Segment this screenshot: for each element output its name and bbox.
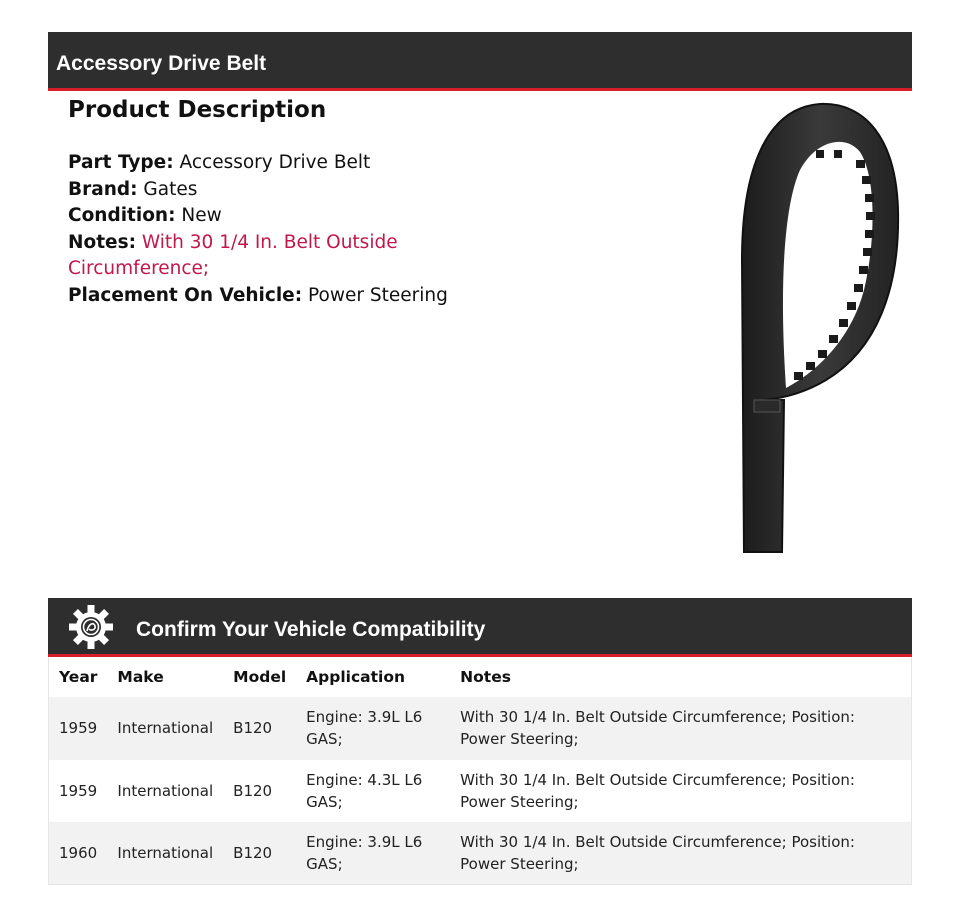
cell-application: Engine: 4.3L L6 GAS;: [296, 760, 450, 823]
product-header-title: Accessory Drive Belt: [56, 52, 267, 75]
table-row: [49, 822, 912, 885]
condition-label: Condition:: [68, 205, 176, 226]
condition-row: [68, 203, 448, 230]
product-header-banner: [48, 32, 912, 91]
brand-row: [68, 177, 448, 204]
notes-row: [68, 230, 448, 283]
cell-notes: With 30 1/4 In. Belt Outside Circumference; Position: Power Steering;: [450, 760, 911, 823]
column-header-notes: Notes: [450, 657, 911, 697]
cell-make: International: [107, 822, 223, 885]
column-header-model: Model: [223, 657, 296, 697]
cell-make: International: [107, 760, 223, 823]
notes-value: With 30 1/4 In. Belt Outside Circumference;: [68, 231, 398, 279]
part-type-row: [68, 150, 448, 177]
gear-logo-icon: [68, 604, 114, 650]
cell-year: 1959: [49, 697, 108, 760]
cell-notes: With 30 1/4 In. Belt Outside Circumference; Position: Power Steering;: [450, 822, 911, 885]
column-header-application: Application: [296, 657, 450, 697]
cell-model: B120: [223, 697, 296, 760]
product-details: [68, 150, 448, 309]
compatibility-header-title: Confirm Your Vehicle Compatibility: [136, 618, 486, 641]
notes-label: Notes:: [68, 231, 136, 253]
column-header-make: Make: [107, 657, 223, 697]
cell-model: B120: [223, 822, 296, 885]
cell-notes: With 30 1/4 In. Belt Outside Circumference; Position: Power Steering;: [450, 697, 911, 760]
part-type-value: Accessory Drive Belt: [179, 152, 371, 173]
table-header-row: [49, 657, 912, 697]
part-type-label: Part Type:: [68, 152, 174, 173]
placement-value: Power Steering: [308, 284, 448, 306]
product-description-heading: Product Description: [68, 97, 327, 123]
compatibility-table: [48, 657, 912, 885]
cell-year: 1960: [49, 822, 108, 885]
placement-label: Placement On Vehicle:: [68, 284, 303, 306]
condition-value: New: [181, 205, 222, 226]
cell-application: Engine: 3.9L L6 GAS;: [296, 822, 450, 885]
brand-label: Brand:: [68, 178, 138, 200]
cell-model: B120: [223, 760, 296, 823]
placement-row: [68, 283, 448, 310]
table-row: [49, 697, 912, 760]
column-header-year: Year: [49, 657, 108, 697]
cell-make: International: [107, 697, 223, 760]
table-row: [49, 760, 912, 823]
cell-application: Engine: 3.9L L6 GAS;: [296, 697, 450, 760]
belt-product-image: [736, 100, 906, 555]
brand-value: Gates: [143, 178, 198, 200]
cell-year: 1959: [49, 760, 108, 823]
compatibility-header-banner: [48, 598, 912, 657]
